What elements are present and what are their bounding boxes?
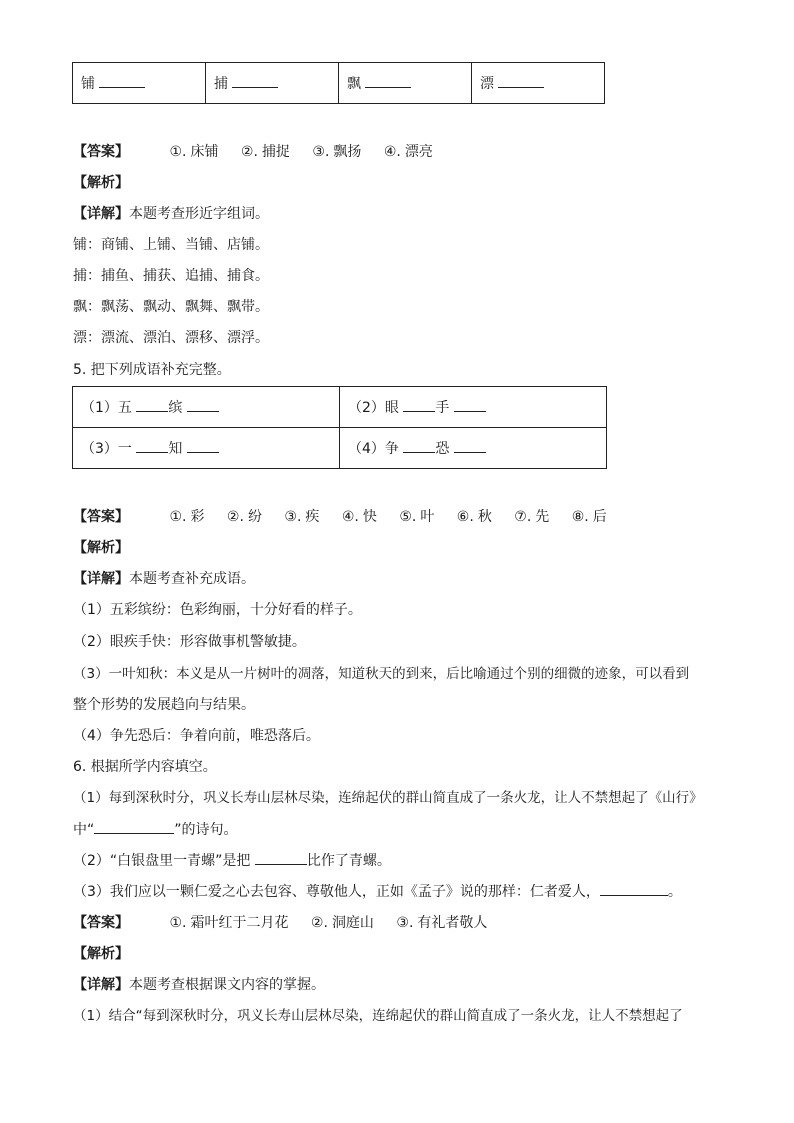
answer-item: ⑦. 先 (514, 509, 550, 525)
q4-char: 铺 (81, 76, 95, 92)
fill-blank[interactable] (403, 440, 435, 453)
detail-line: 【详解】本题考查补充成语。 (73, 571, 255, 587)
q4-cell-3 (339, 63, 472, 104)
q6-line-1: （1）每到深秋时分，巩义长寿山层林尽染，连绵起伏的群山简直成了一条火龙，让人不禁想起了《山行》 (73, 790, 703, 806)
analysis-line: 飘：飘荡、飘动、飘舞、飘带。 (73, 299, 269, 315)
q5-cell-4: （4）争 恐 (340, 428, 607, 469)
analysis-line: （4）争先恐后：争着向前，唯恐落后。 (73, 728, 320, 744)
answer-item: ②. 捕捉 (240, 144, 290, 160)
fill-blank[interactable] (187, 399, 219, 412)
analysis-line: 整个形势的发展趋向与结果。 (73, 697, 255, 713)
answer-item: ④. 漂亮 (383, 144, 433, 160)
answer-item: ①. 霜叶红于二月花 (169, 915, 289, 931)
answer-item: ③. 飘扬 (312, 144, 362, 160)
answer-item: ①. 床铺 (169, 144, 219, 160)
q5-table (72, 386, 607, 469)
fill-blank[interactable] (136, 440, 168, 453)
fill-blank[interactable] (454, 399, 486, 412)
q4-cell-1 (73, 63, 206, 104)
analysis-line: （1）五彩缤纷：色彩绚丽，十分好看的样子。 (73, 602, 362, 618)
fill-blank[interactable] (365, 75, 411, 88)
detail-line: 【详解】本题考查形近字组词。 (73, 206, 269, 222)
fill-blank[interactable] (187, 440, 219, 453)
analysis-line: 捕：捕鱼、捕获、追捕、捕食。 (73, 268, 269, 284)
fill-blank[interactable] (454, 440, 486, 453)
q4-char: 飘 (347, 76, 361, 92)
answer-item: ⑥. 秋 (456, 509, 492, 525)
q4-answer-row (73, 143, 451, 161)
answer-item: ②. 纷 (226, 509, 262, 525)
q4-char: 捕 (214, 76, 228, 92)
fill-blank[interactable] (600, 883, 668, 896)
q6-line-4: （3）我们应以一颗仁爱之心去包容、尊敬他人，正如《孟子》说的那样：仁者爱人， 。 (73, 884, 682, 900)
q6-line-3: （2）“白银盘里一青螺”是把 比作了青螺。 (73, 853, 391, 869)
fill-blank[interactable] (232, 75, 278, 88)
fill-blank[interactable] (255, 852, 307, 865)
answer-item: ⑧. 后 (571, 509, 607, 525)
q6-answer-row (73, 914, 505, 932)
question-title: 5. 把下列成语补充完整。 (73, 362, 231, 378)
fill-blank[interactable] (498, 75, 544, 88)
question-title: 6. 根据所学内容填空。 (73, 759, 217, 775)
fill-blank[interactable] (403, 399, 435, 412)
q4-table (72, 62, 605, 104)
answer-item: ①. 彩 (169, 509, 205, 525)
fill-blank[interactable] (99, 75, 145, 88)
fill-blank[interactable] (136, 399, 168, 412)
analysis-line: 铺：商铺、上铺、当铺、店铺。 (73, 237, 269, 253)
analysis-line: （1）结合“每到深秋时分，巩义长寿山层林尽染，连绵起伏的群山简直成了一条火龙，让人不禁想起了 (73, 1008, 683, 1024)
answer-item: ④. 快 (341, 509, 377, 525)
fill-blank[interactable] (94, 821, 174, 834)
q4-char: 漂 (480, 76, 494, 92)
q5-cell-2: （2）眼 手 (340, 387, 607, 428)
answer-tag: 【答案】 (73, 915, 129, 931)
analysis-tag: 【解析】 (73, 175, 129, 191)
q4-cell-4 (472, 63, 605, 104)
q5-answer-row (73, 508, 625, 526)
answer-item: ⑤. 叶 (399, 509, 435, 525)
detail-line: 【详解】本题考查根据课文内容的掌握。 (73, 977, 325, 993)
analysis-line: （3）一叶知秋：本义是从一片树叶的凋落，知道秋天的到来，后比喻通过个别的细微的迹象，可以看到 (73, 666, 690, 682)
answer-item: ③. 有礼者敬人 (396, 915, 488, 931)
answer-tag: 【答案】 (73, 144, 129, 160)
q5-cell-3: （3）一 知 (73, 428, 340, 469)
q4-cell-2 (206, 63, 339, 104)
analysis-line: 漂：漂流、漂泊、漂移、漂浮。 (73, 330, 269, 346)
q5-cell-1: （1）五 缤 (73, 387, 340, 428)
answer-tag: 【答案】 (73, 509, 129, 525)
analysis-tag: 【解析】 (73, 946, 129, 962)
analysis-line: （2）眼疾手快：形容做事机警敏捷。 (73, 634, 306, 650)
q6-line-2: 中“ ”的诗句。 (73, 822, 238, 838)
analysis-tag: 【解析】 (73, 540, 129, 556)
answer-item: ②. 洞庭山 (310, 915, 374, 931)
answer-item: ③. 疾 (284, 509, 320, 525)
